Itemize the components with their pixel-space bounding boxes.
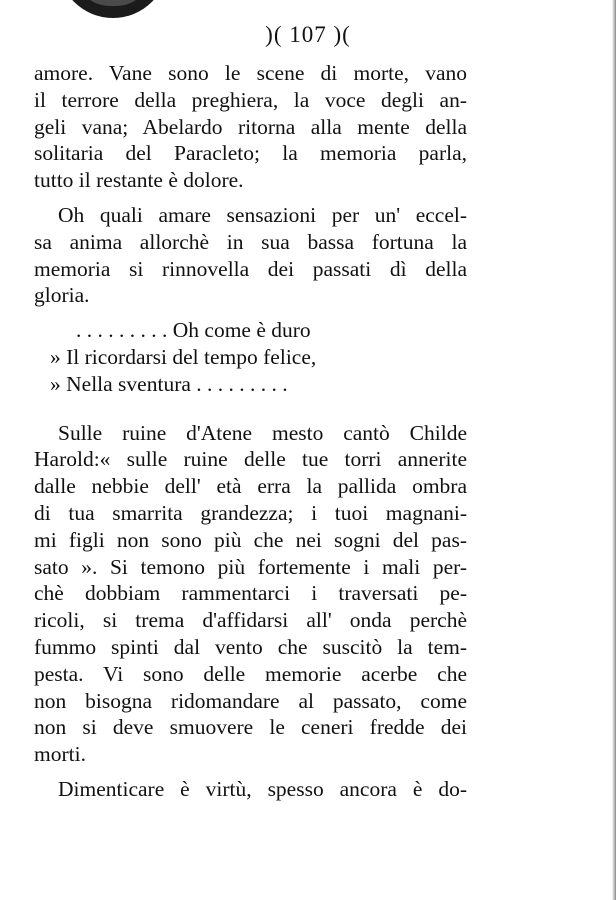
- text-line: Sulle ruine d'Atene mesto cantò Childe: [58, 420, 467, 445]
- text-line: amore. Vane sono le scene di morte, vano: [34, 61, 467, 85]
- paragraph-4: [34, 776, 467, 803]
- verse-line: » Il ricordarsi del tempo felice,: [50, 344, 317, 369]
- text-line: pesta. Vi sono delle memorie acerbe che: [34, 661, 467, 686]
- text-line: dalle nebbie dell' età erra la pallida ombra: [34, 474, 467, 499]
- text-line: sato ». Si temono più fortemente i mali per-: [34, 554, 467, 579]
- page-edge-shadow: [612, 0, 616, 900]
- text-line: sa anima allorchè in sua bassa fortuna la: [34, 229, 467, 254]
- text-line: geli vana; Abelardo ritorna alla mente della: [34, 114, 467, 139]
- text-line: gloria.: [34, 283, 90, 308]
- text-line: morti.: [34, 742, 86, 767]
- paragraph-2: [34, 202, 467, 309]
- text-line: non si deve smuovere le ceneri fredde dei: [34, 715, 467, 740]
- paragraph-3: [34, 420, 467, 768]
- text-line: memoria si rinnovella dei passati dì della: [34, 256, 467, 281]
- text-line: Dimenticare è virtù, spesso ancora è do-: [58, 776, 467, 801]
- verse-line: . . . . . . . . . Oh come è duro: [76, 318, 311, 343]
- text-line: chè dobbiam rammentarci i traversati pe-: [34, 581, 467, 606]
- text-line: solitaria del Paracleto; la memoria parla,: [34, 141, 467, 166]
- paragraph-1: [34, 60, 467, 194]
- text-line: ricoli, si trema d'affidarsi all' onda perchè: [34, 608, 467, 633]
- page-number: )( 107 )(: [265, 22, 351, 47]
- text-line: mi figli non sono più che nei sogni del pas-: [34, 527, 467, 552]
- text-line: di tua smarrita grandezza; i tuoi magnani-: [34, 500, 467, 525]
- verse-line: » Nella sventura . . . . . . . . .: [50, 371, 288, 396]
- text-line: Harold:« sulle ruine delle tue torri annerite: [34, 447, 467, 472]
- text-line: tutto il restante è dolore.: [34, 168, 244, 193]
- verse-quote: [34, 317, 467, 397]
- text-line: il terrore della preghiera, la voce degli an-: [34, 87, 467, 112]
- page-text: [34, 60, 467, 803]
- text-line: fummo spinti dal vento che suscitò la tem-: [34, 634, 467, 659]
- text-line: non bisogna ridomandare al passato, come: [34, 688, 467, 713]
- text-line: Oh quali amare sensazioni per un' eccel-: [58, 202, 467, 227]
